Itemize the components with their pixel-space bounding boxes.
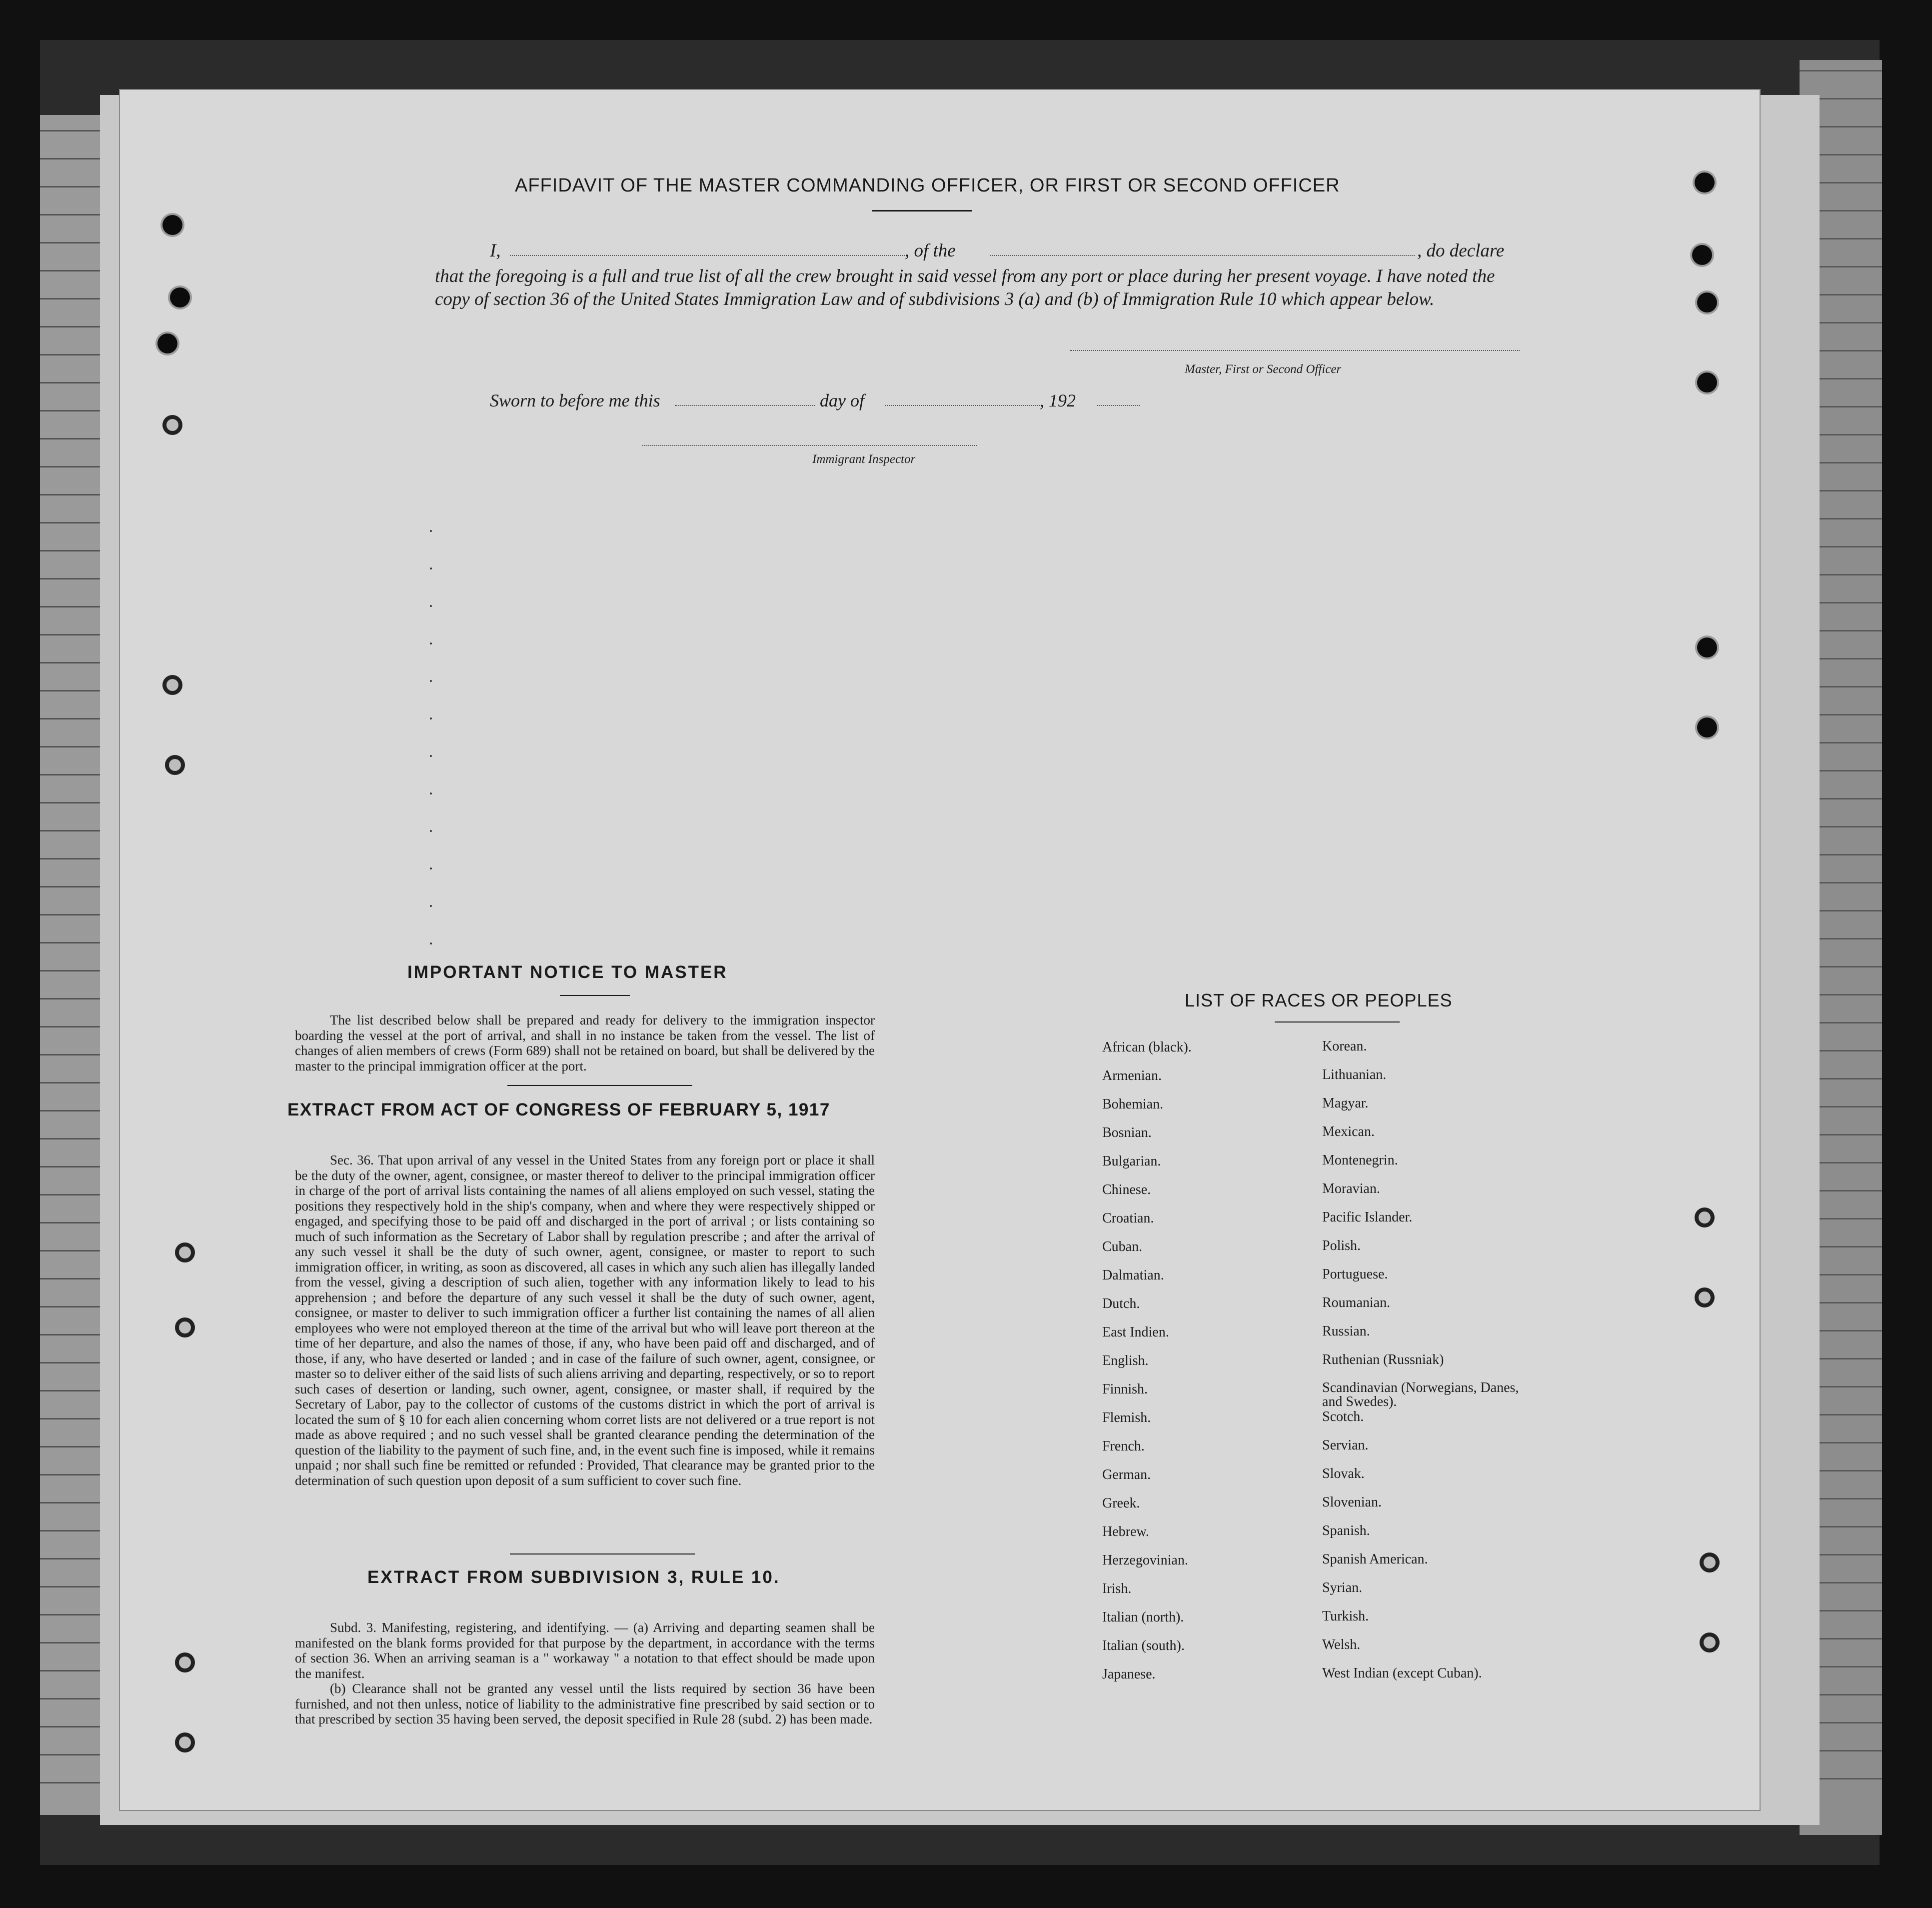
race-item: Magyar. <box>1322 1096 1369 1111</box>
punch-hole <box>1692 245 1712 265</box>
race-item: French. <box>1102 1438 1145 1454</box>
races-title: LIST OF RACES OR PEOPLES <box>1185 990 1453 1010</box>
punch-hole <box>162 215 182 235</box>
race-item: Korean. <box>1322 1038 1367 1054</box>
guide-dot <box>430 680 432 682</box>
sworn-day-field[interactable] <box>675 405 815 406</box>
punch-hole <box>1700 1552 1720 1572</box>
race-item: Polish. <box>1322 1238 1361 1254</box>
notice-body: The list described below shall be prepared and ready for delivery to the immigration inspector boarding the vessel at the port of arrival, and shall in no instance be taken from the vessel. The list of changes of alien members of crews (Form 689) shall not be retained on board, but shall be delivered by the master to the principal immigration officer at the port. <box>295 1012 875 1074</box>
race-item: Servian. <box>1322 1438 1369 1453</box>
guide-dot <box>430 568 432 570</box>
race-item: Scotch. <box>1322 1409 1364 1424</box>
punch-hole <box>175 1242 195 1262</box>
guide-dot <box>430 868 432 870</box>
race-item: Italian (south). <box>1102 1638 1185 1654</box>
races-list-left <box>1102 1040 1192 1696</box>
sworn-year-field[interactable] <box>1097 405 1140 406</box>
race-item: Herzegovinian. <box>1102 1552 1188 1568</box>
race-item: Turkish. <box>1322 1608 1369 1624</box>
race-item: Italian (north). <box>1102 1610 1184 1625</box>
sworn-day-label: day of <box>820 390 864 410</box>
punch-hole <box>175 1318 195 1338</box>
notice-rule <box>560 995 630 996</box>
manifest-page <box>120 90 1760 1810</box>
race-item: Greek. <box>1102 1496 1140 1511</box>
race-item: Irish. <box>1102 1581 1132 1596</box>
rule-para-b: (b) Clearance shall not be granted any vessel until the lists required by section 36 have been furnished, and not then unless, notice of liability to the administrative fine prescribed by said section or to that prescribed by section 35 having been served, the deposit specified in Rule 28 (subd. 2) has been made. <box>295 1681 875 1726</box>
guide-dot <box>430 792 432 794</box>
act-extract-body: Sec. 36. That upon arrival of any vessel in the United States from any foreign port or place it shall be the duty of the owner, agent, consignee, or master thereof to deliver to the principal immigration officer in charge of the port of arrival lists containing the names of all aliens employed on such vessel, stating the positions they respectively hold in the ship's company, when and where they were respectively shipped or engaged, and specifying those to be paid off and discharged in the port of arrival ; or lists containing so much of such information as the Secretary of Labor shall by regulation prescribe ; and after the arrival of any such vessel it shall be the duty of such owner, agent, consignee, or master to report to such immigration officer, in writing, as soon as discovered, all cases in which any such alien has illegally landed from the vessel, giving a description of such alien, together with any information likely to lead to his apprehension ; and before the departure of any such vessel it shall be the duty of such owner, agent, consignee, or master to deliver to such immigration officer a further list containing the names of all alien employees who were not employed thereon at the time of the arrival but who will leave port thereon at the time of her departure, and also the names of those, if any, who have been paid off and discharged, and of those, if any, who have deserted or landed ; and in case of the failure of such owner, agent, consignee, or master so to deliver either of the said lists of such aliens arriving and departing, respectively, or so to report such cases of desertion or landing, such owner, agent, consignee, or master shall, if required by the Secretary of Labor, pay to the collector of customs of the customs district in which the port of arrival is located the sum of § 10 for each alien concerning whom corret lists are not delivered or a true report is not made as above required ; and no such vessel shall be granted clearance pending the determination of the question of the liability to the payment of such fine, and, in the event such fine is imposed, while it remains unpaid ; nor shall such fine be remitted or refunded : Provided, That clearance may be granted prior to the determination of such question upon deposit of a sum sufficient to cover such fine. <box>295 1152 875 1488</box>
punch-hole <box>175 1732 195 1752</box>
race-item: Slovenian. <box>1322 1494 1382 1510</box>
rule-extract-title: EXTRACT FROM SUBDIVISION 3, RULE 10. <box>367 1568 780 1587</box>
affidavit-body: that the foregoing is a full and true list of all the crew brought in said vessel from any port or place during her present voyage. I have noted the copy of section 36 of the United States Immigration Law and of subdivisions 3 (a) and (b) of Immigration Rule 10 which appear below. <box>435 266 1495 310</box>
punch-hole <box>1700 1632 1720 1652</box>
guide-dot <box>430 605 432 607</box>
race-item: Mexican. <box>1322 1124 1375 1140</box>
races-list-right <box>1322 1039 1532 1694</box>
inspector-label: Immigrant Inspector <box>812 452 916 466</box>
punch-hole <box>1697 638 1717 658</box>
inspector-signature-field[interactable] <box>642 445 977 446</box>
race-item: Bosnian. <box>1102 1125 1152 1140</box>
guide-dot <box>430 718 432 720</box>
punch-hole <box>162 415 182 435</box>
race-item: Syrian. <box>1322 1580 1363 1596</box>
race-item: English. <box>1102 1353 1149 1368</box>
sworn-prefix: Sworn to before me this <box>490 390 660 410</box>
race-item: Russian. <box>1322 1324 1370 1339</box>
race-item: African (black). <box>1102 1040 1192 1055</box>
guide-dot <box>430 755 432 757</box>
race-item: West Indian (except Cuban). <box>1322 1666 1482 1681</box>
race-item: Flemish. <box>1102 1410 1151 1426</box>
punch-hole <box>175 1652 195 1672</box>
race-item: Portuguese. <box>1322 1266 1388 1282</box>
officer-signature-field[interactable] <box>1070 350 1520 351</box>
race-item: Armenian. <box>1102 1068 1162 1084</box>
guide-dot <box>430 942 432 944</box>
act-extract-title: EXTRACT FROM ACT OF CONGRESS OF FEBRUARY 5, 1917 <box>287 1100 830 1120</box>
master-name-field[interactable] <box>510 255 905 256</box>
race-item: Chinese. <box>1102 1182 1151 1198</box>
punch-hole <box>1695 1288 1715 1308</box>
race-item: Croatian. <box>1102 1210 1154 1226</box>
guide-dot <box>430 905 432 907</box>
race-item: Lithuanian. <box>1322 1067 1387 1082</box>
punch-hole <box>1697 372 1717 392</box>
race-item: Moravian. <box>1322 1181 1380 1196</box>
punch-hole <box>1695 1208 1715 1228</box>
punch-hole <box>165 755 185 775</box>
race-item: Slovak. <box>1322 1466 1365 1482</box>
rule-extract-body <box>295 1620 875 1727</box>
race-item: Pacific Islander. <box>1322 1210 1413 1225</box>
race-item: East Indien. <box>1102 1324 1169 1340</box>
punch-hole <box>1695 172 1715 192</box>
race-item: Spanish American. <box>1322 1552 1428 1567</box>
title-rule <box>872 210 972 212</box>
affidavit-line-start: I, <box>490 240 501 261</box>
race-item: Welsh. <box>1322 1637 1361 1652</box>
race-item: Roumanian. <box>1322 1295 1391 1310</box>
vessel-name-field[interactable] <box>990 255 1415 256</box>
race-item: Scandinavian (Norwegians, Danes, and Swedes). <box>1322 1380 1519 1410</box>
race-item: Dalmatian. <box>1102 1268 1164 1283</box>
race-item: Hebrew. <box>1102 1524 1149 1540</box>
race-item: Bulgarian. <box>1102 1154 1161 1169</box>
signature-label: Master, First or Second Officer <box>1185 362 1342 376</box>
punch-hole <box>1697 292 1717 312</box>
race-item: Spanish. <box>1322 1523 1370 1538</box>
guide-dot <box>430 642 432 644</box>
guide-dot <box>430 830 432 832</box>
notice-title: IMPORTANT NOTICE TO MASTER <box>407 962 728 982</box>
punch-hole <box>157 334 177 354</box>
race-item: Montenegrin. <box>1322 1152 1398 1168</box>
punch-hole <box>1697 718 1717 738</box>
notice-end-rule <box>507 1085 692 1086</box>
sworn-month-field[interactable] <box>885 405 1040 406</box>
race-item: Bohemian. <box>1102 1096 1164 1112</box>
race-item: Dutch. <box>1102 1296 1140 1312</box>
race-item: Finnish. <box>1102 1382 1148 1397</box>
punch-hole <box>170 288 190 308</box>
race-item: Ruthenian (Russniak) <box>1322 1352 1444 1368</box>
rule-para-a: Subd. 3. Manifesting, registering, and identifying. — (a) Arriving and departing seamen shall be manifested on the blank forms provided for that purpose by the department, in accordance with the terms of section 36. When an arriving seaman is a " workaway " a notation to that effect should be made upon the manifest. <box>295 1620 875 1681</box>
race-item: German. <box>1102 1467 1151 1482</box>
affidavit-title: AFFIDAVIT OF THE MASTER COMMANDING OFFICER, OR FIRST OR SECOND OFFICER <box>515 175 1340 196</box>
race-item: Cuban. <box>1102 1239 1143 1254</box>
sworn-year-label: , 192 <box>1040 390 1076 410</box>
guide-dot <box>430 530 432 532</box>
affidavit-line-end: , do declare <box>1417 240 1505 261</box>
affidavit-line-mid: , of the <box>905 240 956 261</box>
race-item: Japanese. <box>1102 1666 1156 1682</box>
ruled-line <box>1800 70 1882 72</box>
punch-hole <box>162 675 182 695</box>
